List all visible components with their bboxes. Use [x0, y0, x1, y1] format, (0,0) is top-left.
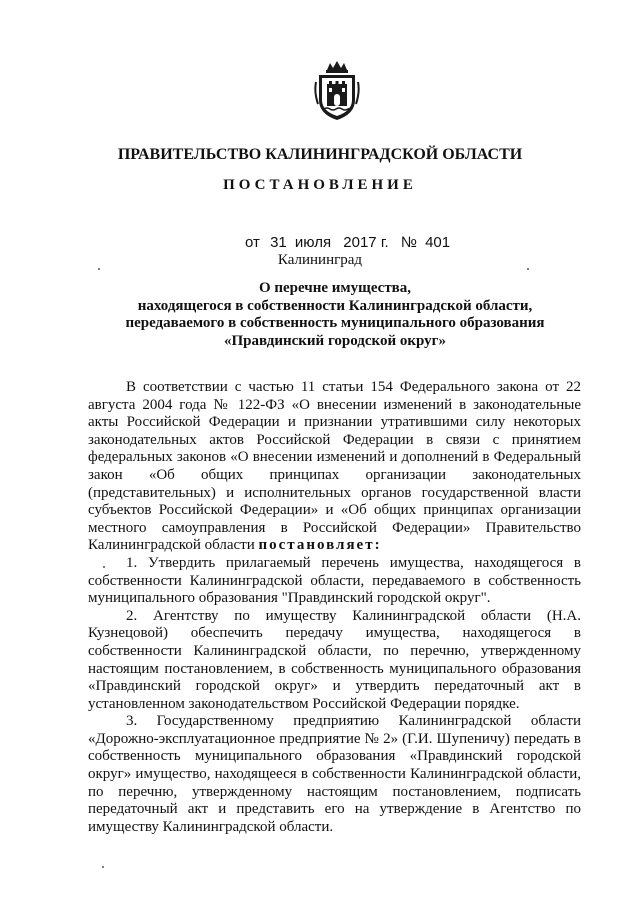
item-paragraph: 1. Утвердить прилагаемый перечень имущества, находящегося в собственности Калининградской области, передаваемого в собственность муниципального образования "Правдинский городской округ". — [88, 554, 581, 607]
item-paragraph: 3. Государственному предприятию Калининградской области «Дорожно-эксплуатационное предприятие № 2» (Г.И. Шупеничу) передать в собственность муниципального образования «Правдинский городской округ» имущество, находящееся в собственности Калининградской области, по перечню, утвержденному настоящим постановлением, подписать передаточный акт и представить его на утверждение в Агентство по имуществу Калининградской области. — [88, 713, 581, 835]
date-prefix: от — [245, 234, 260, 251]
document-type: ПОСТАНОВЛЕНИЕ — [223, 177, 417, 193]
number-sign: № — [400, 234, 417, 251]
item-paragraph: 2. Агентству по имуществу Калининградской области (Н.А. Кузнецовой) обеспечить передачу имущества, находящегося в собственности Калининградской области, по перечню, утвержденному настоящим постановлением, в собственность муниципального образования «Правдинский городской округ» и утвердить передаточный акт в установленном законодательством Российской Федерации порядке. — [88, 607, 581, 712]
date-month: июля — [294, 234, 332, 251]
subject-line: «Правдинский городской округ» — [224, 332, 446, 349]
scan-speck — [527, 268, 529, 270]
scan-speck — [103, 566, 105, 568]
date-day: 31 — [270, 234, 287, 251]
preamble-paragraph — [88, 379, 581, 555]
document-number: 401 — [425, 234, 451, 251]
preamble-text: В соответствии с частью 11 статьи 154 Федерального закона от 22 августа 2004 года № 122-ФЗ «О внесении изменений в законодательные акты Российской Федерации и признании утратившими силу некоторых законодательных актов Российской Федерации в связи с принятием федеральных законов «О внесении изменений и дополнений в Федеральный закон «Об общих принципах организации законодательных (представительных) и исполнительных органов государственной власти субъектов Российской Федерации» и «Об общих принципах организации местного самоуправления в Российской Федерации» Правительство Калининградской области — [88, 379, 581, 554]
city: Калининград — [277, 252, 363, 268]
resolves-keyword: постановляет: — [258, 537, 382, 554]
subject-line: находящегося в собственности Калининградской области, — [137, 297, 533, 314]
subject-line: О перечне имущества, — [258, 280, 412, 296]
subject-line: передаваемого в собственность муниципального образования — [125, 315, 545, 331]
document-subject — [0, 280, 640, 350]
date-year: 2017 г. — [343, 234, 389, 251]
scan-speck — [102, 866, 104, 868]
scan-speck — [98, 268, 100, 270]
coat-of-arms-icon — [313, 60, 361, 122]
government-title: ПРАВИТЕЛЬСТВО КАЛИНИНГРАДСКОЙ ОБЛАСТИ — [117, 146, 523, 163]
date-line — [245, 234, 450, 251]
document-body — [88, 379, 581, 836]
